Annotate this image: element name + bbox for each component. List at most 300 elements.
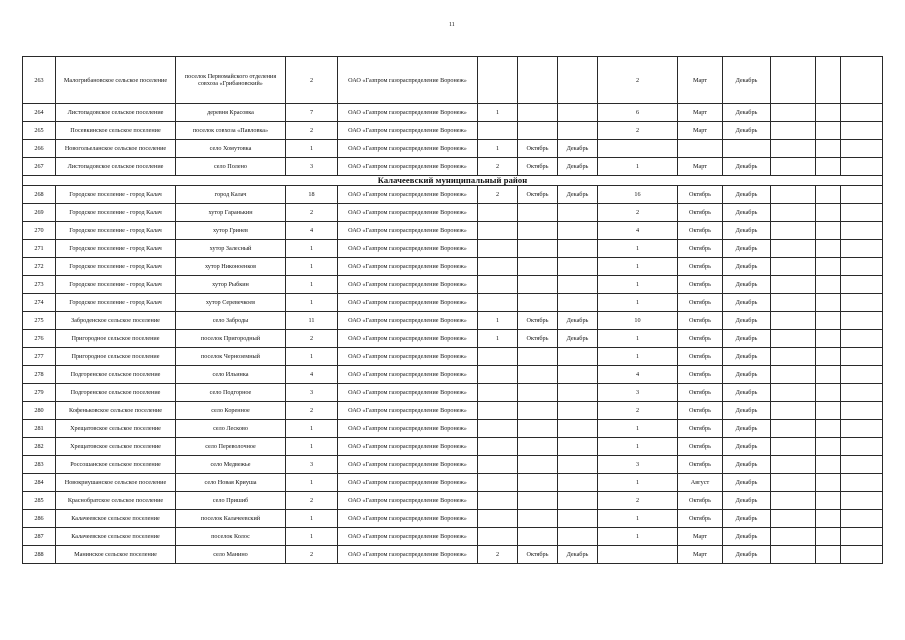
row-number: 264 bbox=[23, 104, 56, 122]
cell-col8: Декабрь bbox=[558, 186, 598, 204]
cell-col6 bbox=[478, 122, 518, 140]
empty-cell bbox=[841, 258, 883, 276]
row-number: 268 bbox=[23, 186, 56, 204]
organization-cell: ОАО «Газпром газораспределение Воронеж» bbox=[338, 276, 478, 294]
count-cell: 3 bbox=[286, 384, 338, 402]
empty-cell bbox=[771, 510, 816, 528]
empty-cell bbox=[771, 402, 816, 420]
row-number: 284 bbox=[23, 474, 56, 492]
cell-col8: Декабрь bbox=[558, 158, 598, 176]
cell-col11: Декабрь bbox=[723, 186, 771, 204]
cell-col10: Март bbox=[678, 158, 723, 176]
table-body-upper bbox=[23, 57, 883, 176]
cell-col9: 1 bbox=[598, 294, 678, 312]
empty-cell bbox=[841, 57, 883, 104]
locality-cell: хутор Гринев bbox=[176, 222, 286, 240]
cell-col6 bbox=[478, 384, 518, 402]
cell-col7: Октябрь bbox=[518, 186, 558, 204]
cell-col11: Декабрь bbox=[723, 528, 771, 546]
settlement-cell: Хрещатовское сельское поселение bbox=[56, 438, 176, 456]
cell-col8 bbox=[558, 366, 598, 384]
count-cell: 2 bbox=[286, 546, 338, 564]
row-number: 267 bbox=[23, 158, 56, 176]
table-row bbox=[23, 140, 883, 158]
table-row bbox=[23, 57, 883, 104]
organization-cell: ОАО «Газпром газораспределение Воронеж» bbox=[338, 258, 478, 276]
table-row bbox=[23, 240, 883, 258]
cell-col8: Декабрь bbox=[558, 546, 598, 564]
table-row bbox=[23, 420, 883, 438]
locality-cell: поселок Первомайского отделения совхоза «Грибановский» bbox=[176, 57, 286, 104]
cell-col10: Октябрь bbox=[678, 438, 723, 456]
empty-cell bbox=[771, 330, 816, 348]
table-row bbox=[23, 330, 883, 348]
cell-col8 bbox=[558, 122, 598, 140]
cell-col11: Декабрь bbox=[723, 258, 771, 276]
cell-col6 bbox=[478, 510, 518, 528]
settlement-cell: Городское поселение - город Калач bbox=[56, 186, 176, 204]
count-cell: 1 bbox=[286, 276, 338, 294]
cell-col9: 1 bbox=[598, 528, 678, 546]
cell-col11 bbox=[723, 140, 771, 158]
count-cell: 18 bbox=[286, 186, 338, 204]
organization-cell: ОАО «Газпром газораспределение Воронеж» bbox=[338, 420, 478, 438]
empty-cell bbox=[771, 222, 816, 240]
row-number: 288 bbox=[23, 546, 56, 564]
cell-col7 bbox=[518, 258, 558, 276]
cell-col8 bbox=[558, 438, 598, 456]
settlement-cell: Краснобратское сельское поселение bbox=[56, 492, 176, 510]
locality-cell: село Коренное bbox=[176, 402, 286, 420]
organization-cell: ОАО «Газпром газораспределение Воронеж» bbox=[338, 294, 478, 312]
organization-cell: ОАО «Газпром газораспределение Воронеж» bbox=[338, 57, 478, 104]
cell-col8 bbox=[558, 456, 598, 474]
row-number: 279 bbox=[23, 384, 56, 402]
count-cell: 3 bbox=[286, 456, 338, 474]
empty-cell bbox=[816, 402, 841, 420]
cell-col9 bbox=[598, 546, 678, 564]
empty-cell bbox=[771, 438, 816, 456]
cell-col11: Декабрь bbox=[723, 276, 771, 294]
cell-col8: Декабрь bbox=[558, 140, 598, 158]
cell-col10: Октябрь bbox=[678, 492, 723, 510]
table-row bbox=[23, 348, 883, 366]
cell-col11: Декабрь bbox=[723, 366, 771, 384]
empty-cell bbox=[841, 492, 883, 510]
cell-col11: Декабрь bbox=[723, 104, 771, 122]
settlement-cell: Заброденское сельское поселение bbox=[56, 312, 176, 330]
empty-cell bbox=[771, 474, 816, 492]
empty-cell bbox=[816, 104, 841, 122]
row-number: 271 bbox=[23, 240, 56, 258]
cell-col9: 1 bbox=[598, 348, 678, 366]
empty-cell bbox=[816, 474, 841, 492]
count-cell: 1 bbox=[286, 510, 338, 528]
cell-col11: Декабрь bbox=[723, 158, 771, 176]
cell-col9: 2 bbox=[598, 57, 678, 104]
settlement-cell: Россошанское сельское поселение bbox=[56, 456, 176, 474]
organization-cell: ОАО «Газпром газораспределение Воронеж» bbox=[338, 312, 478, 330]
cell-col7 bbox=[518, 348, 558, 366]
empty-cell bbox=[841, 546, 883, 564]
page-number: 11 bbox=[449, 22, 455, 28]
cell-col9: 1 bbox=[598, 258, 678, 276]
row-number: 273 bbox=[23, 276, 56, 294]
cell-col8 bbox=[558, 402, 598, 420]
cell-col6 bbox=[478, 438, 518, 456]
count-cell: 1 bbox=[286, 294, 338, 312]
settlement-cell: Калачеевское сельское поселение bbox=[56, 510, 176, 528]
cell-col7 bbox=[518, 57, 558, 104]
empty-cell bbox=[771, 294, 816, 312]
row-number: 265 bbox=[23, 122, 56, 140]
table-row bbox=[23, 546, 883, 564]
organization-cell: ОАО «Газпром газораспределение Воронеж» bbox=[338, 158, 478, 176]
cell-col8 bbox=[558, 420, 598, 438]
cell-col6 bbox=[478, 294, 518, 312]
cell-col11: Декабрь bbox=[723, 312, 771, 330]
empty-cell bbox=[771, 140, 816, 158]
count-cell: 7 bbox=[286, 104, 338, 122]
cell-col8 bbox=[558, 510, 598, 528]
locality-cell: деревня Красовка bbox=[176, 104, 286, 122]
empty-cell bbox=[771, 312, 816, 330]
count-cell: 3 bbox=[286, 158, 338, 176]
cell-col7: Октябрь bbox=[518, 330, 558, 348]
cell-col8 bbox=[558, 474, 598, 492]
cell-col6: 2 bbox=[478, 186, 518, 204]
row-number: 263 bbox=[23, 57, 56, 104]
empty-cell bbox=[816, 384, 841, 402]
cell-col11: Декабрь bbox=[723, 122, 771, 140]
locality-cell: село Медвежье bbox=[176, 456, 286, 474]
locality-cell: село Ильинка bbox=[176, 366, 286, 384]
cell-col9: 1 bbox=[598, 474, 678, 492]
locality-cell: хутор Серевечкоев bbox=[176, 294, 286, 312]
count-cell: 1 bbox=[286, 420, 338, 438]
cell-col7 bbox=[518, 366, 558, 384]
cell-col9: 1 bbox=[598, 510, 678, 528]
empty-cell bbox=[841, 312, 883, 330]
cell-col10: Март bbox=[678, 57, 723, 104]
locality-cell: город Калач bbox=[176, 186, 286, 204]
settlement-cell: Новогольеланское сельское поселение bbox=[56, 140, 176, 158]
row-number: 272 bbox=[23, 258, 56, 276]
empty-cell bbox=[771, 122, 816, 140]
organization-cell: ОАО «Газпром газораспределение Воронеж» bbox=[338, 456, 478, 474]
cell-col8 bbox=[558, 104, 598, 122]
locality-cell: село Манино bbox=[176, 546, 286, 564]
empty-cell bbox=[841, 122, 883, 140]
cell-col8 bbox=[558, 384, 598, 402]
locality-cell: село Подгорное bbox=[176, 384, 286, 402]
table-row bbox=[23, 366, 883, 384]
cell-col10: Октябрь bbox=[678, 186, 723, 204]
settlement-cell: Листопадовское сельское поселение bbox=[56, 104, 176, 122]
cell-col8: Декабрь bbox=[558, 330, 598, 348]
settlement-cell: Городское поселение - город Калач bbox=[56, 294, 176, 312]
empty-cell bbox=[816, 420, 841, 438]
empty-cell bbox=[816, 140, 841, 158]
cell-col7 bbox=[518, 492, 558, 510]
empty-cell bbox=[771, 104, 816, 122]
count-cell: 11 bbox=[286, 312, 338, 330]
locality-cell: село Хомутовка bbox=[176, 140, 286, 158]
empty-cell bbox=[816, 456, 841, 474]
cell-col6 bbox=[478, 348, 518, 366]
empty-cell bbox=[841, 276, 883, 294]
empty-cell bbox=[841, 348, 883, 366]
cell-col6 bbox=[478, 474, 518, 492]
settlement-cell: Кофеньковское сельское поселение bbox=[56, 402, 176, 420]
cell-col11: Декабрь bbox=[723, 492, 771, 510]
cell-col9: 4 bbox=[598, 366, 678, 384]
organization-cell: ОАО «Газпром газораспределение Воронеж» bbox=[338, 222, 478, 240]
settlement-cell: Малогрибановское сельское поселение bbox=[56, 57, 176, 104]
empty-cell bbox=[771, 240, 816, 258]
cell-col10: Март bbox=[678, 546, 723, 564]
cell-col8 bbox=[558, 240, 598, 258]
cell-col6 bbox=[478, 276, 518, 294]
empty-cell bbox=[841, 140, 883, 158]
cell-col11: Декабрь bbox=[723, 240, 771, 258]
cell-col7: Октябрь bbox=[518, 158, 558, 176]
count-cell: 1 bbox=[286, 140, 338, 158]
empty-cell bbox=[816, 186, 841, 204]
cell-col6 bbox=[478, 402, 518, 420]
empty-cell bbox=[816, 330, 841, 348]
settlement-cell: Городское поселение - город Калач bbox=[56, 204, 176, 222]
cell-col7 bbox=[518, 474, 558, 492]
row-number: 286 bbox=[23, 510, 56, 528]
settlement-cell: Городское поселение - город Калач bbox=[56, 258, 176, 276]
empty-cell bbox=[841, 384, 883, 402]
cell-col6: 1 bbox=[478, 140, 518, 158]
table-row bbox=[23, 294, 883, 312]
count-cell: 2 bbox=[286, 492, 338, 510]
empty-cell bbox=[816, 294, 841, 312]
locality-cell: поселок Калачеевский bbox=[176, 510, 286, 528]
organization-cell: ОАО «Газпром газораспределение Воронеж» bbox=[338, 240, 478, 258]
empty-cell bbox=[771, 57, 816, 104]
count-cell: 2 bbox=[286, 204, 338, 222]
cell-col7 bbox=[518, 240, 558, 258]
settlement-cell: Листопадовское сельское поселение bbox=[56, 158, 176, 176]
count-cell: 2 bbox=[286, 57, 338, 104]
empty-cell bbox=[816, 366, 841, 384]
organization-cell: ОАО «Газпром газораспределение Воронеж» bbox=[338, 186, 478, 204]
cell-col6: 2 bbox=[478, 546, 518, 564]
row-number: 285 bbox=[23, 492, 56, 510]
empty-cell bbox=[841, 330, 883, 348]
cell-col8 bbox=[558, 528, 598, 546]
locality-cell: хутор Гаранькин bbox=[176, 204, 286, 222]
empty-cell bbox=[816, 57, 841, 104]
organization-cell: ОАО «Газпром газораспределение Воронеж» bbox=[338, 366, 478, 384]
count-cell: 1 bbox=[286, 258, 338, 276]
cell-col7 bbox=[518, 510, 558, 528]
locality-cell: поселок совхоза «Павловка» bbox=[176, 122, 286, 140]
cell-col7: Октябрь bbox=[518, 546, 558, 564]
settlement-cell: Подгоренское сельское поселение bbox=[56, 366, 176, 384]
cell-col10: Август bbox=[678, 474, 723, 492]
settlement-cell: Пригородное сельское поселение bbox=[56, 348, 176, 366]
cell-col10: Март bbox=[678, 528, 723, 546]
table-row bbox=[23, 528, 883, 546]
cell-col10: Октябрь bbox=[678, 258, 723, 276]
cell-col6: 1 bbox=[478, 104, 518, 122]
cell-col10: Октябрь bbox=[678, 222, 723, 240]
empty-cell bbox=[816, 204, 841, 222]
table-row bbox=[23, 510, 883, 528]
cell-col10: Март bbox=[678, 122, 723, 140]
empty-cell bbox=[841, 402, 883, 420]
empty-cell bbox=[771, 420, 816, 438]
organization-cell: ОАО «Газпром газораспределение Воронеж» bbox=[338, 474, 478, 492]
organization-cell: ОАО «Газпром газораспределение Воронеж» bbox=[338, 204, 478, 222]
cell-col11: Декабрь bbox=[723, 456, 771, 474]
cell-col6: 2 bbox=[478, 158, 518, 176]
row-number: 274 bbox=[23, 294, 56, 312]
cell-col6 bbox=[478, 240, 518, 258]
count-cell: 1 bbox=[286, 474, 338, 492]
count-cell: 1 bbox=[286, 528, 338, 546]
organization-cell: ОАО «Газпром газораспределение Воронеж» bbox=[338, 122, 478, 140]
settlement-cell: Новокриушанское сельское поселение bbox=[56, 474, 176, 492]
settlement-cell: Городское поселение - город Калач bbox=[56, 222, 176, 240]
cell-col11: Декабрь bbox=[723, 204, 771, 222]
cell-col6: 1 bbox=[478, 312, 518, 330]
organization-cell: ОАО «Газпром газораспределение Воронеж» bbox=[338, 528, 478, 546]
table-row bbox=[23, 204, 883, 222]
cell-col11: Декабрь bbox=[723, 330, 771, 348]
table-row bbox=[23, 402, 883, 420]
cell-col10: Октябрь bbox=[678, 366, 723, 384]
cell-col6 bbox=[478, 57, 518, 104]
cell-col8 bbox=[558, 258, 598, 276]
cell-col6 bbox=[478, 492, 518, 510]
empty-cell bbox=[816, 240, 841, 258]
row-number: 282 bbox=[23, 438, 56, 456]
cell-col8 bbox=[558, 204, 598, 222]
table-row bbox=[23, 456, 883, 474]
locality-cell: поселок Колос bbox=[176, 528, 286, 546]
cell-col11: Декабрь bbox=[723, 510, 771, 528]
organization-cell: ОАО «Газпром газораспределение Воронеж» bbox=[338, 438, 478, 456]
cell-col7 bbox=[518, 204, 558, 222]
empty-cell bbox=[816, 222, 841, 240]
cell-col11: Декабрь bbox=[723, 420, 771, 438]
row-number: 270 bbox=[23, 222, 56, 240]
cell-col7 bbox=[518, 402, 558, 420]
organization-cell: ОАО «Газпром газораспределение Воронеж» bbox=[338, 140, 478, 158]
empty-cell bbox=[841, 204, 883, 222]
cell-col7: Октябрь bbox=[518, 312, 558, 330]
cell-col7 bbox=[518, 222, 558, 240]
locality-cell: село Новая Криуша bbox=[176, 474, 286, 492]
cell-col6 bbox=[478, 528, 518, 546]
cell-col7 bbox=[518, 528, 558, 546]
cell-col8 bbox=[558, 276, 598, 294]
district-row bbox=[23, 176, 883, 186]
locality-cell: село Полено bbox=[176, 158, 286, 176]
cell-col11: Декабрь bbox=[723, 348, 771, 366]
locality-cell: поселок Пригородный bbox=[176, 330, 286, 348]
empty-cell bbox=[841, 366, 883, 384]
cell-col10 bbox=[678, 140, 723, 158]
cell-col8 bbox=[558, 57, 598, 104]
organization-cell: ОАО «Газпром газораспределение Воронеж» bbox=[338, 546, 478, 564]
table-row bbox=[23, 474, 883, 492]
cell-col9: 10 bbox=[598, 312, 678, 330]
table-row bbox=[23, 222, 883, 240]
cell-col8 bbox=[558, 222, 598, 240]
table-row bbox=[23, 186, 883, 204]
count-cell: 2 bbox=[286, 330, 338, 348]
count-cell: 1 bbox=[286, 240, 338, 258]
organization-cell: ОАО «Газпром газораспределение Воронеж» bbox=[338, 492, 478, 510]
cell-col10: Октябрь bbox=[678, 510, 723, 528]
cell-col8 bbox=[558, 492, 598, 510]
empty-cell bbox=[841, 158, 883, 176]
cell-col7 bbox=[518, 438, 558, 456]
cell-col10: Октябрь bbox=[678, 294, 723, 312]
cell-col7: Октябрь bbox=[518, 140, 558, 158]
cell-col9: 2 bbox=[598, 402, 678, 420]
empty-cell bbox=[771, 258, 816, 276]
empty-cell bbox=[841, 222, 883, 240]
empty-cell bbox=[841, 456, 883, 474]
cell-col10: Октябрь bbox=[678, 456, 723, 474]
locality-cell: хутор Никоноенков bbox=[176, 258, 286, 276]
cell-col11: Декабрь bbox=[723, 384, 771, 402]
cell-col7 bbox=[518, 276, 558, 294]
empty-cell bbox=[816, 546, 841, 564]
row-number: 276 bbox=[23, 330, 56, 348]
count-cell: 4 bbox=[286, 222, 338, 240]
cell-col11: Декабрь bbox=[723, 438, 771, 456]
cell-col11: Декабрь bbox=[723, 294, 771, 312]
row-number: 277 bbox=[23, 348, 56, 366]
locality-cell: хутор Залесный bbox=[176, 240, 286, 258]
row-number: 280 bbox=[23, 402, 56, 420]
count-cell: 2 bbox=[286, 402, 338, 420]
row-number: 275 bbox=[23, 312, 56, 330]
cell-col10: Октябрь bbox=[678, 240, 723, 258]
table-row bbox=[23, 312, 883, 330]
table-body-lower bbox=[23, 186, 883, 564]
cell-col9: 1 bbox=[598, 438, 678, 456]
cell-col9 bbox=[598, 140, 678, 158]
cell-col9: 1 bbox=[598, 276, 678, 294]
empty-cell bbox=[816, 312, 841, 330]
empty-cell bbox=[841, 474, 883, 492]
empty-cell bbox=[841, 186, 883, 204]
table-row bbox=[23, 104, 883, 122]
empty-cell bbox=[771, 546, 816, 564]
settlement-cell: Калачеевское сельское поселение bbox=[56, 528, 176, 546]
locality-cell: село Лесково bbox=[176, 420, 286, 438]
cell-col9: 2 bbox=[598, 122, 678, 140]
count-cell: 4 bbox=[286, 366, 338, 384]
cell-col9: 1 bbox=[598, 420, 678, 438]
cell-col11: Декабрь bbox=[723, 57, 771, 104]
cell-col11: Декабрь bbox=[723, 402, 771, 420]
cell-col7 bbox=[518, 384, 558, 402]
empty-cell bbox=[816, 348, 841, 366]
cell-col11: Декабрь bbox=[723, 474, 771, 492]
cell-col6 bbox=[478, 366, 518, 384]
